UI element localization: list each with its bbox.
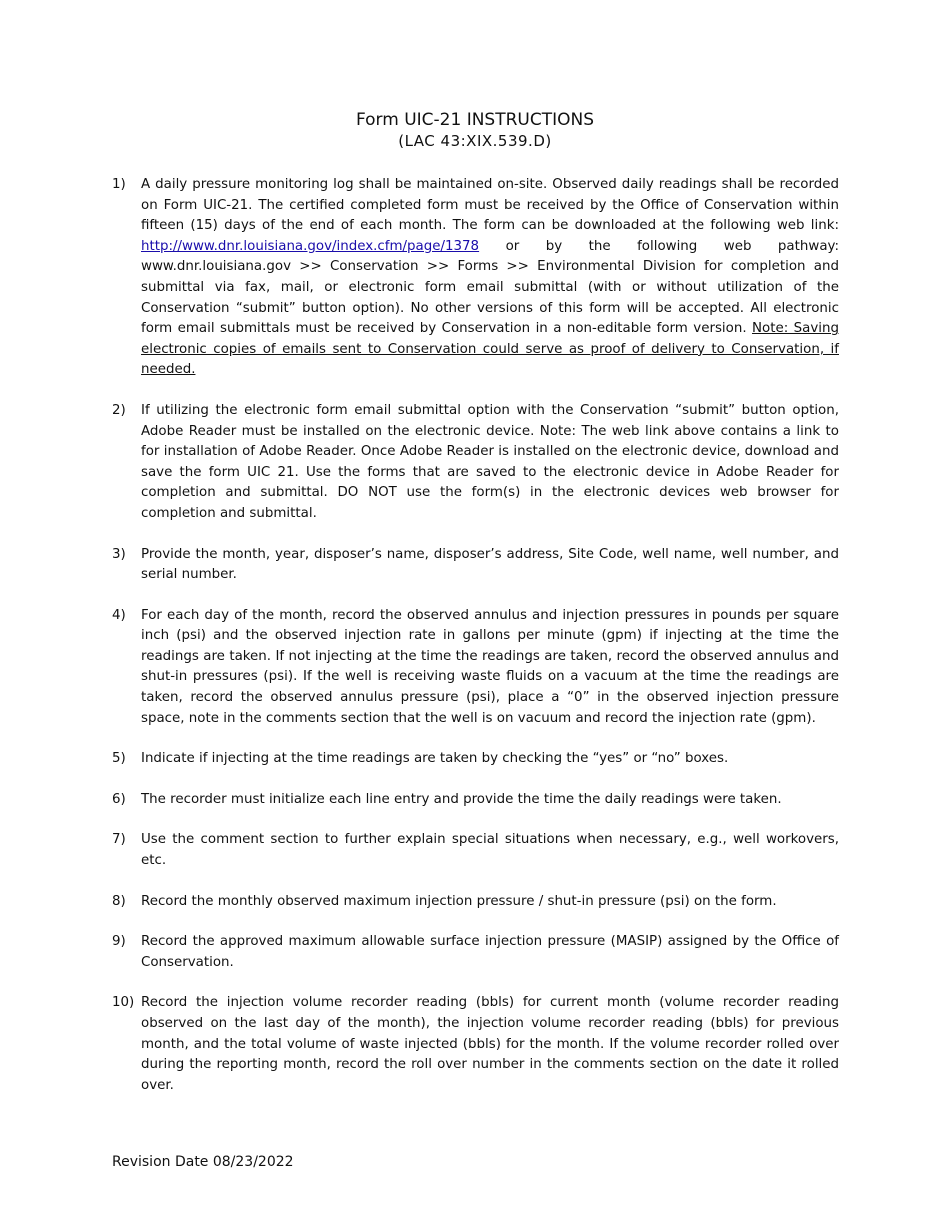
item-number: 5) <box>112 751 126 767</box>
item-text: Record the approved maximum allowable surface injection pressure (MASIP) assigned by the Office of Conservation. <box>141 934 839 970</box>
item-number: 4) <box>112 607 126 623</box>
item-text: Provide the month, year, disposer’s name, disposer’s address, Site Code, well name, well number, and serial number. <box>141 546 839 583</box>
item-text: Record the monthly observed maximum injection pressure / shut-in pressure (psi) on the form. <box>141 893 777 909</box>
instruction-item-5 <box>112 749 839 770</box>
item-number: 8) <box>112 893 126 909</box>
document-subtitle: (LAC 43:XIX.539.D) <box>398 132 552 150</box>
form-download-link[interactable]: http://www.dnr.louisiana.gov/index.cfm/page/1378 <box>141 238 480 254</box>
item-number: 1) <box>112 177 126 192</box>
instruction-item-3 <box>112 545 839 586</box>
proof-of-delivery-note: Note: Saving electronic copies of emails sent to Conservation could serve as proof of delivery to Conservation, if needed. <box>141 321 839 378</box>
instruction-item-4 <box>112 606 839 730</box>
instruction-item-7 <box>112 830 839 871</box>
instruction-item-6 <box>112 790 839 811</box>
item-number: 3) <box>112 546 126 562</box>
item-text: Indicate if injecting at the time readings are taken by checking the “yes” or “no” boxes. <box>141 751 729 767</box>
item-text: Use the comment section to further explain special situations when necessary, e.g., well workovers, etc. <box>141 832 839 869</box>
item-number: 10) <box>112 995 135 1011</box>
document-title: Form UIC-21 INSTRUCTIONS <box>355 110 595 130</box>
item-number: 2) <box>112 402 126 418</box>
item-text: If utilizing the electronic form email submittal option with the Conservation “submit” button option, Adobe Reader must be installed on the electronic device. Note: The web link above contains a link to for installation of Adobe Reader. Once Adobe Reader is installed on the electronic device, download and save the form UIC 21. Use the forms that are saved to the electronic device in Adobe Reader for completion and submittal. DO NOT use the form(s) in the electronic devices web browser for completion and submittal. <box>141 402 839 521</box>
instruction-item-9 <box>112 932 839 973</box>
document-header <box>0 110 950 152</box>
item-text: Record the injection volume recorder reading (bbls) for current month (volume recorder reading observed on the last day of the month), the injection volume recorder reading (bbls) for previous month, and the total volume of waste injected (bbls) for the month. If the volume recorder rolled over during the reporting month, record the roll over number in the comments section on the date it rolled over. <box>141 995 839 1093</box>
item-text: For each day of the month, record the observed annulus and injection pressures in pounds per square inch (psi) and the observed injection rate in gallons per minute (gpm) if injecting at the time the readings are taken. If not injecting at the time the readings are taken, record the observed annulus and shut-in pressures (psi). If the well is receiving waste fluids on a vacuum at the time the readings are taken, record the observed annulus pressure (psi), place a “0” in the observed injection pressure space, note in the comments section that the well is on vacuum and record the injection rate (gpm). <box>141 607 839 726</box>
item-text-part: A daily pressure monitoring log shall be maintained on-site. Observed daily readings shall be recorded on Form UIC-21. The certified completed form must be received by the Office of Conservation within fifteen (15) days of the end of each month. The form can be downloaded at the following web link: <box>141 177 839 234</box>
instruction-list <box>112 175 839 1116</box>
item-text <box>141 175 839 381</box>
item-text: The recorder must initialize each line entry and provide the time the daily readings were taken. <box>141 791 782 807</box>
instruction-item-1 <box>112 175 839 381</box>
item-number: 9) <box>112 934 126 950</box>
revision-date: Revision Date 08/23/2022 <box>112 1154 294 1170</box>
instruction-item-8 <box>112 892 839 913</box>
instruction-item-2 <box>112 401 839 525</box>
item-number: 7) <box>112 832 126 848</box>
item-number: 6) <box>112 791 126 807</box>
instruction-item-10 <box>112 993 839 1096</box>
item-text-part: or by the following web pathway: www.dnr.louisiana.gov >> Conservation >> Forms >> Environmental Division for completion and submittal via fax, mail, or electronic form email submittal (with or without utilization of the Conservation “submit” button option). No other versions of this form will be accepted. All electronic form email submittals must be received by Conservation in a non-editable form version. <box>141 238 839 337</box>
